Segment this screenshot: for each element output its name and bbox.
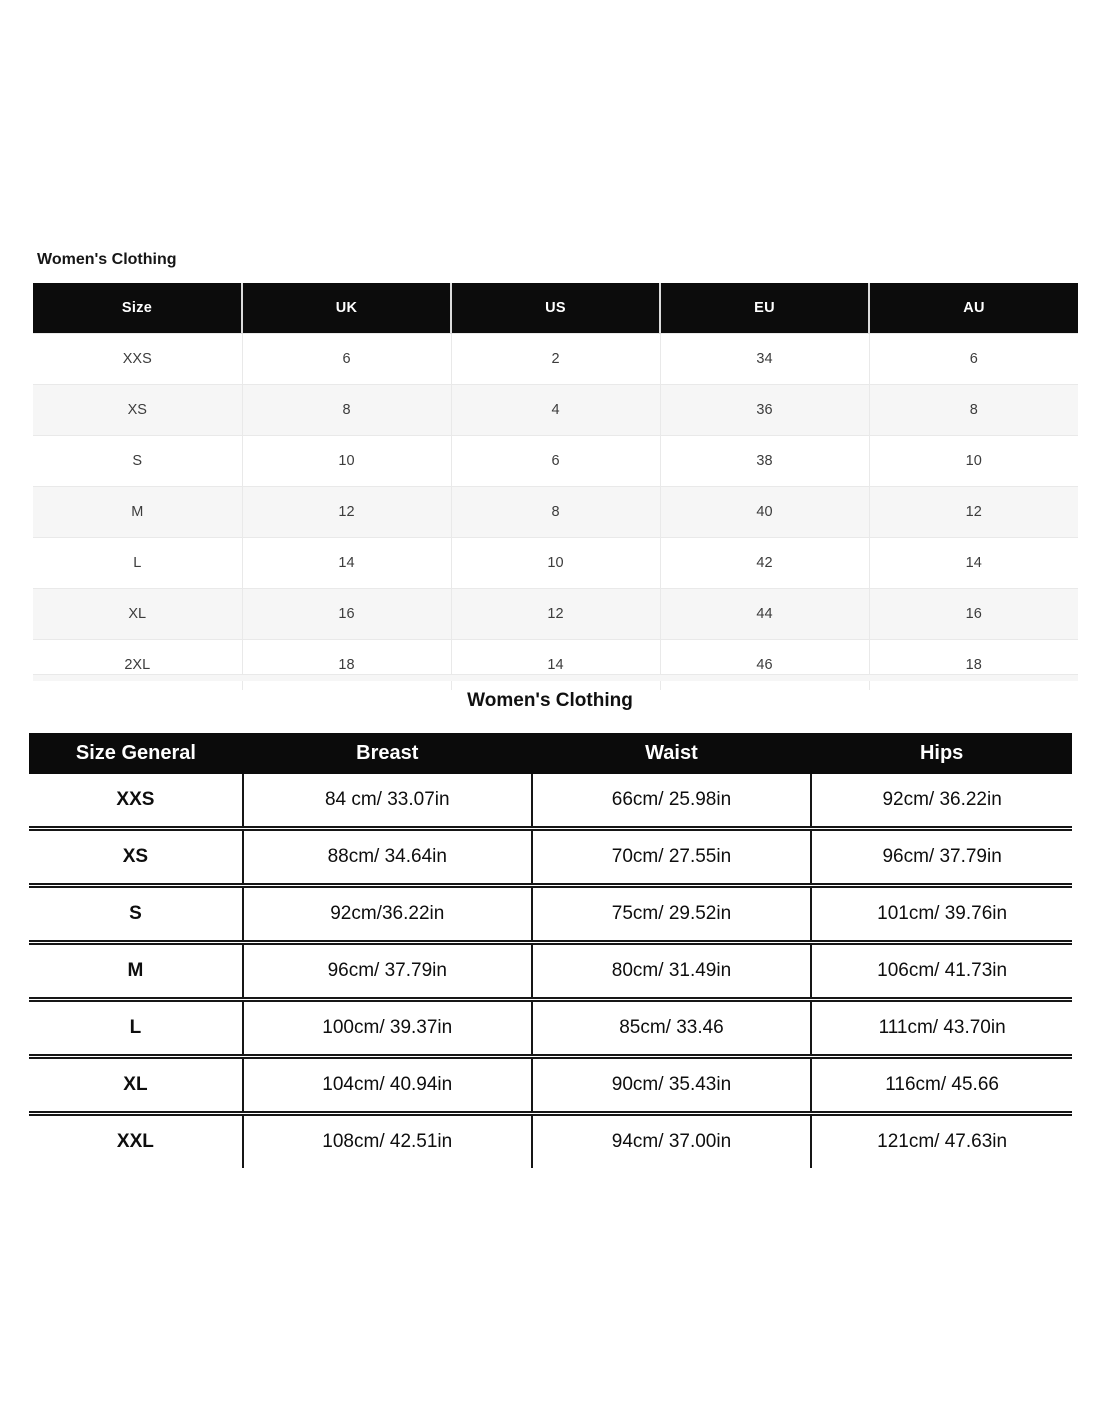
table1-header-cell: EU: [660, 283, 869, 334]
value-cell: 96cm/ 37.79in: [243, 943, 532, 1000]
value-cell: 8: [242, 385, 451, 436]
table2-header-row: [29, 733, 1072, 774]
size-label-cell: M: [29, 943, 243, 1000]
value-cell: 10: [242, 436, 451, 487]
table-row: [29, 1000, 1072, 1057]
value-cell: 8: [869, 385, 1078, 436]
size-label-cell: L: [33, 538, 242, 589]
value-cell: 88cm/ 34.64in: [243, 829, 532, 886]
table1-header-cell: Size: [33, 283, 242, 334]
table-row: [33, 385, 1078, 436]
body-measurements-table-body: [29, 774, 1072, 1168]
value-cell: 111cm/ 43.70in: [811, 1000, 1072, 1057]
table2-header-cell: Hips: [811, 733, 1072, 774]
value-cell: 6: [242, 334, 451, 385]
value-cell: 121cm/ 47.63in: [811, 1114, 1072, 1169]
size-label-cell: XXS: [116, 789, 155, 810]
value-cell: 42: [660, 538, 869, 589]
value-cell: 80cm/ 31.49in: [532, 943, 812, 1000]
value-cell: 104cm/ 40.94in: [243, 1057, 532, 1114]
table-row: [33, 640, 1078, 691]
table-row: [33, 487, 1078, 538]
size-label-cell: L: [29, 1000, 243, 1057]
size-label-cell: XXS: [33, 334, 242, 385]
table2-header-cell: Waist: [532, 733, 812, 774]
value-cell: 92cm/36.22in: [243, 886, 532, 943]
value-cell: 40: [660, 487, 869, 538]
value-cell: 108cm/ 42.51in: [243, 1114, 532, 1169]
value-cell: 14: [869, 538, 1078, 589]
value-cell: 116cm/ 45.66: [811, 1057, 1072, 1114]
size-label-cell: XL: [33, 589, 242, 640]
body-measurements-table-header: [29, 733, 1072, 774]
value-cell: 92cm/ 36.22in: [811, 774, 1072, 829]
value-cell: 12: [869, 487, 1078, 538]
size-label-cell: S: [33, 436, 242, 487]
table-row: [29, 886, 1072, 943]
table-row: [33, 538, 1078, 589]
size-label-cell: M: [33, 487, 242, 538]
value-cell: 6: [869, 334, 1078, 385]
value-cell: 106cm/ 41.73in: [811, 943, 1072, 1000]
value-cell: 18: [869, 640, 1078, 691]
value-cell: 101cm/ 39.76in: [811, 886, 1072, 943]
value-cell: 2: [451, 334, 660, 385]
table1-header-cell: US: [451, 283, 660, 334]
value-cell: 38: [660, 436, 869, 487]
value-cell: 85cm/ 33.46: [532, 1000, 812, 1057]
size-conversion-table-body: [33, 334, 1078, 691]
size-label-cell: XXL: [29, 1114, 243, 1169]
value-cell: 4: [451, 385, 660, 436]
value-cell: 10: [451, 538, 660, 589]
value-cell: 96cm/ 37.79in: [811, 829, 1072, 886]
value-cell: 6: [451, 436, 660, 487]
value-cell: 12: [242, 487, 451, 538]
body-measurements-table: [29, 733, 1072, 1168]
value-cell: 34: [660, 334, 869, 385]
table-row: [29, 943, 1072, 1000]
size-label-cell: XS: [29, 829, 243, 886]
size-label-cell: XS: [33, 385, 242, 436]
value-cell: 94cm/ 37.00in: [532, 1114, 812, 1169]
cropped-next-row-sliver: [33, 674, 1078, 681]
table-row: [29, 829, 1072, 886]
value-cell: 46: [660, 640, 869, 691]
table1-header-cell: AU: [869, 283, 1078, 334]
value-cell: 8: [451, 487, 660, 538]
value-cell: 12: [451, 589, 660, 640]
value-cell: 75cm/ 29.52in: [532, 886, 812, 943]
table-row: [33, 589, 1078, 640]
value-cell: 16: [242, 589, 451, 640]
value-cell: 100cm/ 39.37in: [243, 1000, 532, 1057]
value-cell: 70cm/ 27.55in: [532, 829, 812, 886]
value-cell: 66cm/ 25.98in: [532, 774, 812, 829]
value-cell: 36: [660, 385, 869, 436]
size-conversion-table-title: Women's Clothing: [37, 251, 177, 268]
size-conversion-table: [33, 283, 1078, 690]
value-cell: 14: [242, 538, 451, 589]
table2-header-cell: Size General: [29, 733, 243, 774]
table-row: [29, 774, 1072, 829]
size-label-cell: XL: [29, 1057, 243, 1114]
value-cell: 18: [242, 640, 451, 691]
value-cell: 84 cm/ 33.07in: [243, 774, 532, 829]
size-label-cell: S: [29, 886, 243, 943]
value-cell: 44: [660, 589, 869, 640]
table-row: [33, 436, 1078, 487]
size-conversion-table-header: [33, 283, 1078, 334]
table1-header-row: [33, 283, 1078, 334]
body-measurements-table-title: Women's Clothing: [467, 690, 633, 711]
size-label-cell: 2XL: [33, 640, 242, 691]
table-row: [33, 334, 1078, 385]
value-cell: 10: [869, 436, 1078, 487]
value-cell: 90cm/ 35.43in: [532, 1057, 812, 1114]
table1-header-cell: UK: [242, 283, 451, 334]
value-cell: 14: [451, 640, 660, 691]
table-row: [29, 1114, 1072, 1169]
table2-header-cell: Breast: [243, 733, 532, 774]
value-cell: 16: [869, 589, 1078, 640]
table-row: [29, 1057, 1072, 1114]
